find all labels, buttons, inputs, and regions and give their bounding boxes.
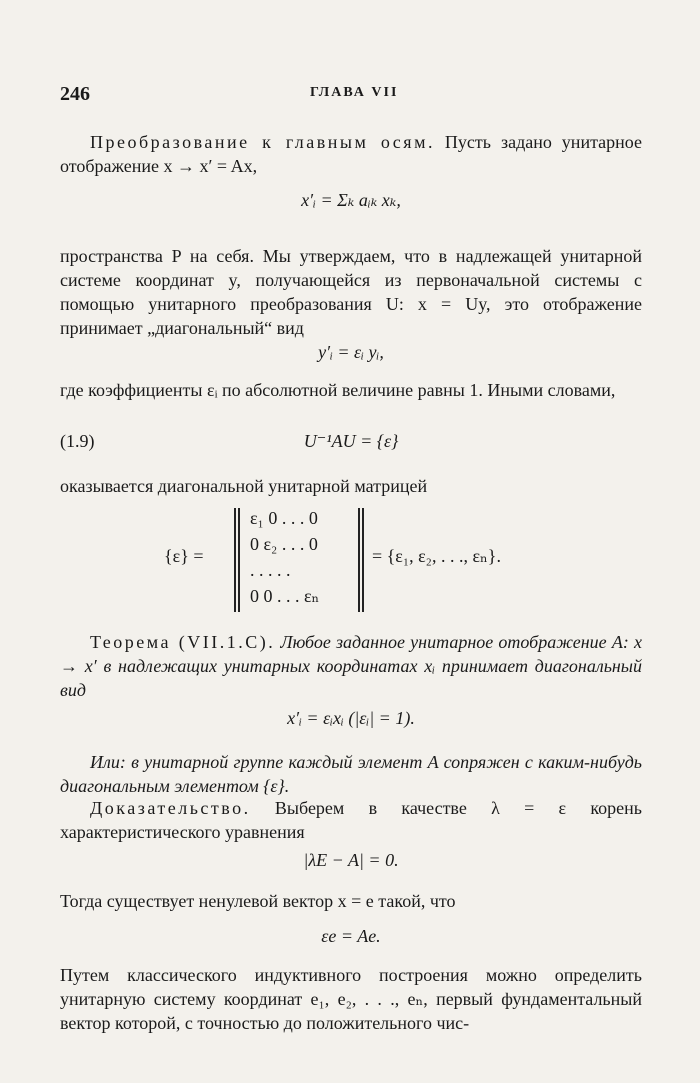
matrix-bar	[358, 508, 360, 612]
proof	[60, 796, 642, 844]
matrix-row: 0 0 . . . εₙ	[250, 586, 320, 606]
theorem-label: Теорема (VII.1.C).	[90, 632, 276, 652]
matrix-row: . . . . .	[250, 560, 291, 580]
equation-theorem: x′ᵢ = εᵢxᵢ (|εᵢ| = 1).	[287, 708, 415, 728]
proof-text: Выберем в качестве λ = ε корень характеристического уравнения	[60, 798, 642, 842]
matrix-row: 0 ε₂ . . . 0	[250, 534, 318, 554]
theorem	[60, 630, 642, 702]
equation-characteristic: |λE − A| = 0.	[303, 850, 399, 870]
page-header	[60, 83, 642, 107]
page-number: 246	[60, 83, 90, 105]
matrix-label: {ε} =	[164, 546, 204, 566]
matrix-bar	[238, 508, 240, 612]
paragraph-induction: Путем классического индуктивного построения можно определить унитарную систему координат e₁, e₂, . . ., eₙ, первый фундаментальный вектор которой, с точностью до положительного чис-	[60, 965, 642, 1033]
paragraph-corollary: Или: в унитарной группе каждый элемент A сопряжен с каким-нибудь диагональным элементом {ε}.	[60, 752, 642, 796]
matrix-result: = {ε₁, ε₂, . . ., εₙ}.	[372, 546, 501, 566]
paragraph-eigenvector: Тогда существует ненулевой вектор x = e такой, что	[60, 891, 456, 911]
equation-number: (1.9)	[60, 431, 95, 451]
paragraph-coefficients: где коэффициенты εᵢ по абсолютной величине равны 1. Иными словами,	[60, 380, 616, 400]
paragraph-diagonal-matrix: оказывается диагональной унитарной матрицей	[60, 476, 428, 496]
equation-mapping: x′ᵢ = Σₖ aᵢₖ xₖ,	[301, 190, 401, 210]
matrix-bar	[362, 508, 364, 612]
chapter-title: ГЛАВА VII	[310, 85, 399, 100]
paragraph-text: Пусть задано унитарное отображение x → x′ = Ax,	[60, 132, 642, 176]
equation-eigen: εe = Ae.	[321, 926, 381, 946]
matrix-bar	[234, 508, 236, 612]
matrix-row: ε₁ 0 . . . 0	[250, 508, 318, 528]
paragraph-claim: пространства P на себя. Мы утверждаем, что в надлежащей унитарной системе координат y, получающейся из первоначальной системы с помощью унитарного преобразования U: x = Uy, это отображение принимает „диагональный“ вид	[60, 246, 642, 338]
diagonal-matrix	[164, 508, 564, 612]
section-label: Преобразование к главным осям.	[90, 132, 435, 152]
equation-conjugation: U⁻¹AU = {ε}	[303, 431, 399, 451]
equation-diagonal: y′ᵢ = εᵢ yᵢ,	[318, 342, 384, 362]
theorem-text: Любое заданное унитарное отображение A: x → x′ в надлежащих унитарных координатах xᵢ принимает диагональный вид	[60, 632, 642, 700]
book-page	[60, 0, 642, 1083]
paragraph-principal-axes	[60, 130, 642, 178]
proof-label: Доказательство.	[90, 798, 251, 818]
